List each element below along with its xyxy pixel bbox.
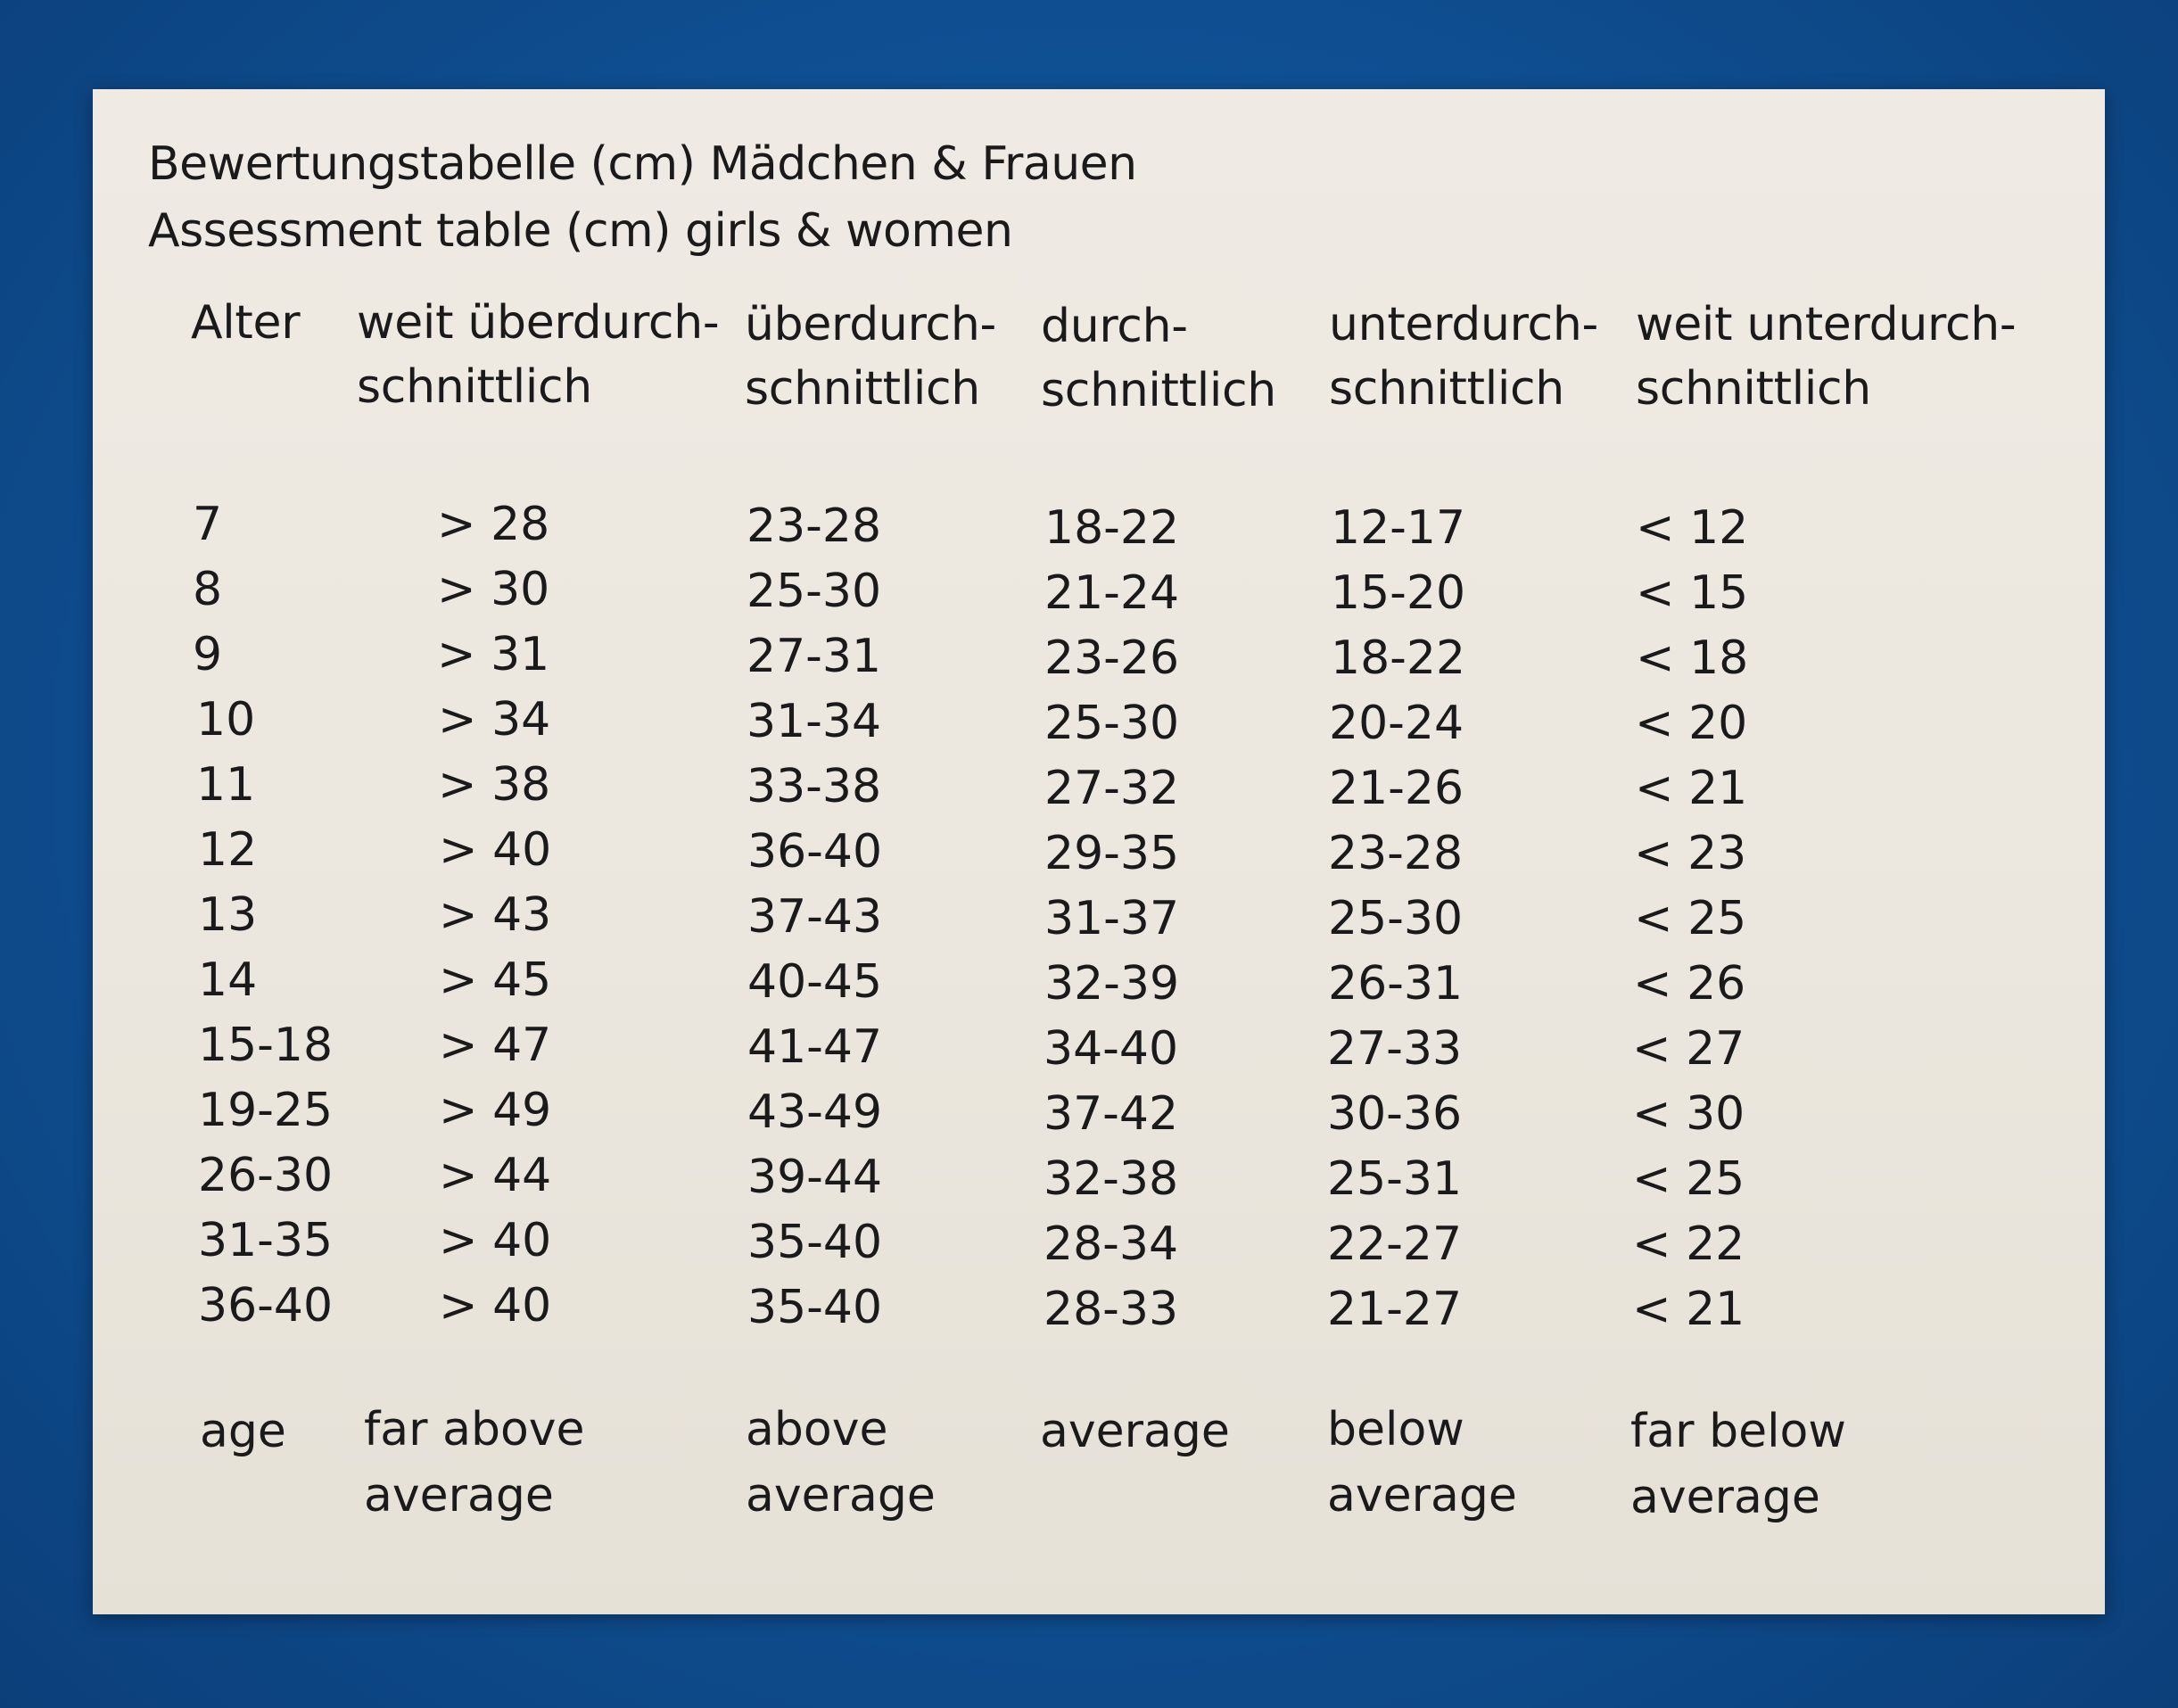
cell-below: 25-31 <box>1327 1152 1463 1206</box>
header-above-de-line1: überdurch- <box>745 298 996 351</box>
title-english: Assessment table (cm) girls & women <box>148 204 1013 258</box>
cell-below: 23-28 <box>1328 827 1464 880</box>
cell-far-below: < 18 <box>1636 631 1749 685</box>
cell-far-above: > 43 <box>439 888 552 942</box>
cell-far-below: < 20 <box>1635 697 1748 750</box>
header-far-below-de-line2: schnittlich <box>1636 362 1871 416</box>
header-far-below-de-line1: weit unterdurch- <box>1636 298 2017 351</box>
cell-far-above: > 49 <box>439 1084 552 1137</box>
footer-far-above-en-line2: average <box>364 1469 554 1522</box>
cell-above: 35-40 <box>747 1216 883 1269</box>
footer-below-en <box>1327 1397 1517 1529</box>
header-average-de-line2: schnittlich <box>1041 364 1276 417</box>
cell-age: 10 <box>196 693 256 747</box>
cell-above: 25-30 <box>747 565 882 618</box>
footer-far-above-en <box>364 1397 585 1529</box>
cell-far-below: < 23 <box>1634 827 1747 880</box>
cell-far-below: < 27 <box>1632 1022 1745 1076</box>
cell-age: 15-18 <box>198 1019 334 1072</box>
cell-average: 28-33 <box>1044 1283 1179 1336</box>
footer-below-en-line1: below <box>1327 1403 1464 1456</box>
cell-age: 14 <box>198 953 258 1007</box>
cell-far-above: > 47 <box>439 1019 552 1072</box>
footer-far-below-en <box>1630 1399 1846 1531</box>
cell-above: 43-49 <box>747 1085 883 1139</box>
header-below-de-line2: schnittlich <box>1329 362 1564 416</box>
footer-above-en-line1: above <box>746 1403 888 1456</box>
cell-below: 21-27 <box>1327 1283 1463 1336</box>
footer-far-below-en-line2: average <box>1630 1471 1820 1524</box>
footer-above-en <box>746 1397 936 1529</box>
cell-above: 37-43 <box>747 890 883 944</box>
cell-far-above: > 44 <box>439 1149 552 1202</box>
footer-below-en-line2: average <box>1327 1469 1517 1522</box>
cell-average: 37-42 <box>1044 1087 1179 1141</box>
cell-far-above: > 34 <box>438 693 551 747</box>
cell-age: 31-35 <box>198 1214 334 1267</box>
cell-age: 13 <box>198 888 258 942</box>
cell-above: 40-45 <box>747 955 883 1009</box>
header-far-below-de <box>1636 293 2016 421</box>
header-below-de-line1: unterdurch- <box>1329 298 1598 351</box>
cell-above: 35-40 <box>747 1281 883 1334</box>
footer-average-en-line1: average <box>1040 1405 1230 1458</box>
header-far-above-de-line1: weit überdurch- <box>357 296 720 350</box>
cell-above: 31-34 <box>747 695 882 748</box>
cell-average: 21-24 <box>1044 566 1180 620</box>
cell-below: 26-31 <box>1328 957 1464 1011</box>
header-age-de-line1: Alter <box>191 296 301 350</box>
cell-age: 9 <box>193 628 223 681</box>
cell-age: 7 <box>193 498 223 551</box>
footer-average-en <box>1040 1399 1230 1465</box>
cell-below: 25-30 <box>1328 892 1464 945</box>
cell-far-above: > 38 <box>438 758 551 812</box>
cell-far-below: < 21 <box>1632 1283 1745 1336</box>
cell-average: 25-30 <box>1044 697 1180 750</box>
cell-below: 30-36 <box>1327 1087 1463 1141</box>
cell-age: 36-40 <box>198 1279 334 1333</box>
cell-age: 11 <box>196 758 256 812</box>
header-below-de <box>1329 293 1598 421</box>
header-age-de <box>191 291 300 355</box>
cell-below: 21-26 <box>1329 762 1464 815</box>
header-far-above-de <box>357 291 719 419</box>
header-above-de <box>745 293 996 421</box>
cell-far-below: < 12 <box>1636 501 1749 555</box>
cell-above: 39-44 <box>747 1151 883 1204</box>
cell-far-below: < 26 <box>1633 957 1746 1011</box>
cell-above: 23-28 <box>747 499 882 553</box>
cell-far-below: < 15 <box>1636 566 1749 620</box>
footer-far-above-en-line1: far above <box>364 1403 585 1456</box>
cell-far-above: > 45 <box>439 953 552 1007</box>
cell-average: 18-22 <box>1044 501 1180 555</box>
cell-below: 18-22 <box>1331 631 1466 685</box>
cell-far-above: > 28 <box>437 498 550 551</box>
header-average-de-line1: durch- <box>1041 300 1188 353</box>
header-above-de-line2: schnittlich <box>745 362 980 416</box>
cell-below: 12-17 <box>1331 501 1466 555</box>
cell-above: 33-38 <box>747 760 882 813</box>
cell-average: 32-38 <box>1044 1152 1179 1206</box>
header-far-above-de-line2: schnittlich <box>357 360 592 414</box>
footer-above-en-line2: average <box>746 1469 936 1522</box>
cell-far-below: < 25 <box>1634 892 1747 945</box>
cell-average: 28-34 <box>1044 1217 1179 1271</box>
cell-age: 12 <box>198 823 258 877</box>
cell-average: 34-40 <box>1044 1022 1179 1076</box>
cell-far-below: < 21 <box>1635 762 1748 815</box>
cell-average: 31-37 <box>1044 892 1180 945</box>
cell-average: 23-26 <box>1044 631 1180 685</box>
cell-far-below: < 22 <box>1632 1217 1745 1271</box>
cell-average: 32-39 <box>1044 957 1180 1011</box>
assessment-card <box>93 89 2105 1614</box>
cell-above: 41-47 <box>747 1020 883 1074</box>
cell-age: 19-25 <box>198 1084 334 1137</box>
cell-far-below: < 25 <box>1632 1152 1745 1206</box>
footer-far-below-en-line1: far below <box>1630 1405 1846 1458</box>
cell-far-above: > 31 <box>437 628 550 681</box>
title-german: Bewertungstabelle (cm) Mädchen & Frauen <box>148 137 1137 191</box>
cell-below: 15-20 <box>1331 566 1466 620</box>
cell-far-above: > 40 <box>439 1214 552 1267</box>
cell-average: 27-32 <box>1044 762 1180 815</box>
cell-age: 8 <box>193 563 223 616</box>
footer-age-en-line1: age <box>200 1405 286 1458</box>
cell-far-above: > 40 <box>439 1279 552 1333</box>
header-average-de <box>1041 294 1276 423</box>
cell-far-below: < 30 <box>1632 1087 1745 1141</box>
footer-age-en <box>200 1399 286 1465</box>
cell-above: 36-40 <box>747 825 883 879</box>
cell-far-above: > 40 <box>439 823 552 877</box>
cell-below: 22-27 <box>1327 1217 1463 1271</box>
cell-below: 27-33 <box>1327 1022 1463 1076</box>
cell-above: 27-31 <box>747 630 882 683</box>
cell-age: 26-30 <box>198 1149 334 1202</box>
cell-far-above: > 30 <box>437 563 550 616</box>
cell-average: 29-35 <box>1044 827 1180 880</box>
cell-below: 20-24 <box>1329 697 1464 750</box>
